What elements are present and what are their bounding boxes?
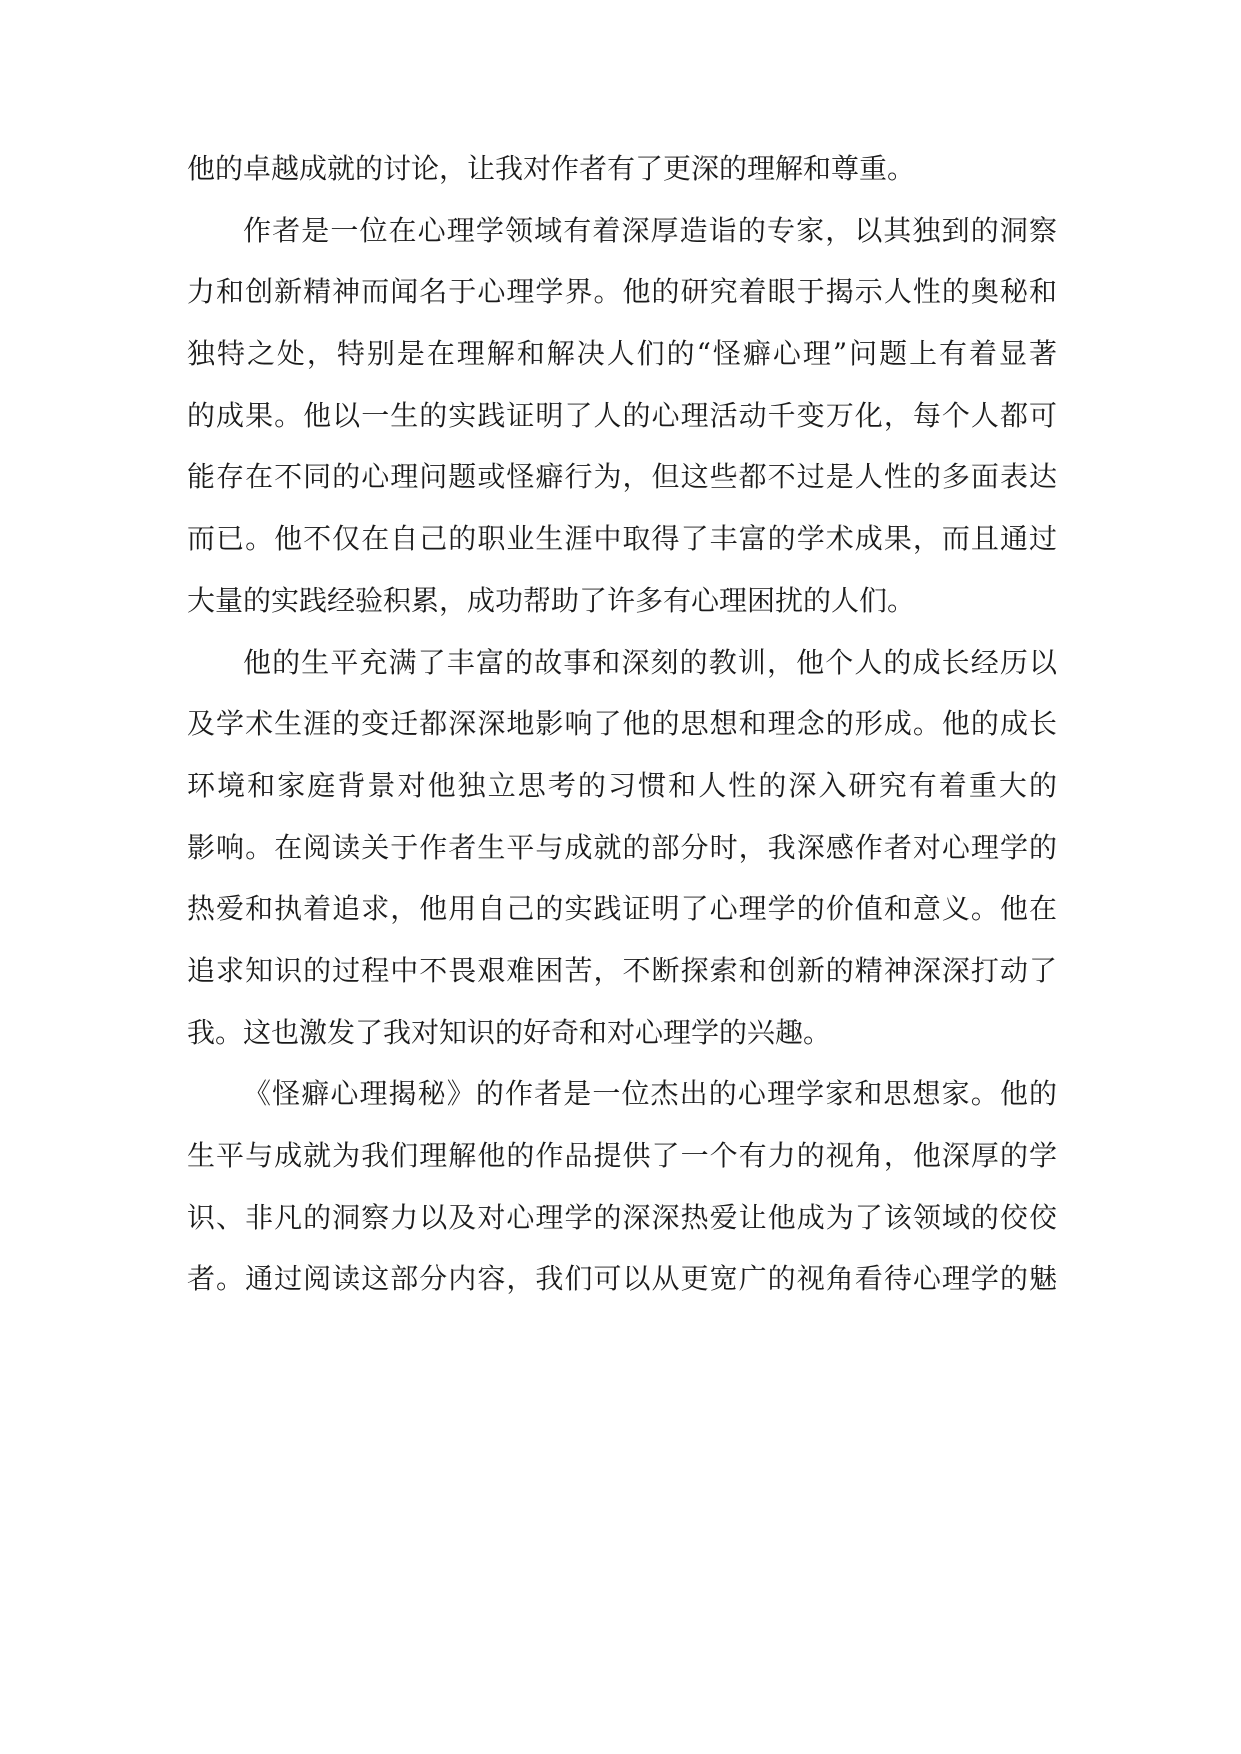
text-line: 他的卓越成就的讨论，让我对作者有了更深的理解和尊重。 <box>187 152 916 185</box>
paragraph-first-line: 《怪癖心理揭秘》的作者是一位杰出的心理学家和思想家。他的 <box>243 1077 1057 1111</box>
body-text <box>187 138 1057 1310</box>
paragraph-first-line: 作者是一位在心理学领域有着深厚造诣的专家，以其独到的洞察 <box>243 213 1057 247</box>
text-line: 我。这也激发了我对知识的好奇和对心理学的兴趣。 <box>187 1015 832 1049</box>
text-line: 者。通过阅读这部分内容，我们可以从更宽广的视角看待心理学的魅 <box>187 1262 1057 1296</box>
text-line: 的成果。他以一生的实践证明了人的心理活动千变万化，每个人都可 <box>187 398 1057 432</box>
text-line: 独特之处，特别是在理解和解决人们的“怪癖心理”问题上有着显著 <box>187 337 1057 371</box>
text-line: 及学术生涯的变迁都深深地影响了他的思想和理念的形成。他的成长 <box>187 707 1057 741</box>
text-line: 热爱和执着追求，他用自己的实践证明了心理学的价值和意义。他在 <box>187 892 1057 926</box>
text-line: 力和创新精神而闻名于心理学界。他的研究着眼于揭示人性的奥秘和 <box>187 275 1057 309</box>
text-line: 环境和家庭背景对他独立思考的习惯和人性的深入研究有着重大的 <box>187 768 1057 802</box>
text-line: 影响。在阅读关于作者生平与成就的部分时，我深感作者对心理学的 <box>187 830 1057 864</box>
text-line: 而已。他不仅在自己的职业生涯中取得了丰富的学术成果，而且通过 <box>187 522 1057 556</box>
text-line: 识、非凡的洞察力以及对心理学的深深热爱让他成为了该领域的佼佼 <box>187 1200 1057 1234</box>
paragraph-first-line: 他的生平充满了丰富的故事和深刻的教训，他个人的成长经历以 <box>243 645 1057 679</box>
text-line: 追求知识的过程中不畏艰难困苦，不断探索和创新的精神深深打动了 <box>187 953 1057 987</box>
text-line: 能存在不同的心理问题或怪癖行为，但这些都不过是人性的多面表达 <box>187 460 1057 494</box>
text-line: 大量的实践经验积累，成功帮助了许多有心理困扰的人们。 <box>187 583 916 617</box>
text-line: 生平与成就为我们理解他的作品提供了一个有力的视角，他深厚的学 <box>187 1139 1057 1172</box>
